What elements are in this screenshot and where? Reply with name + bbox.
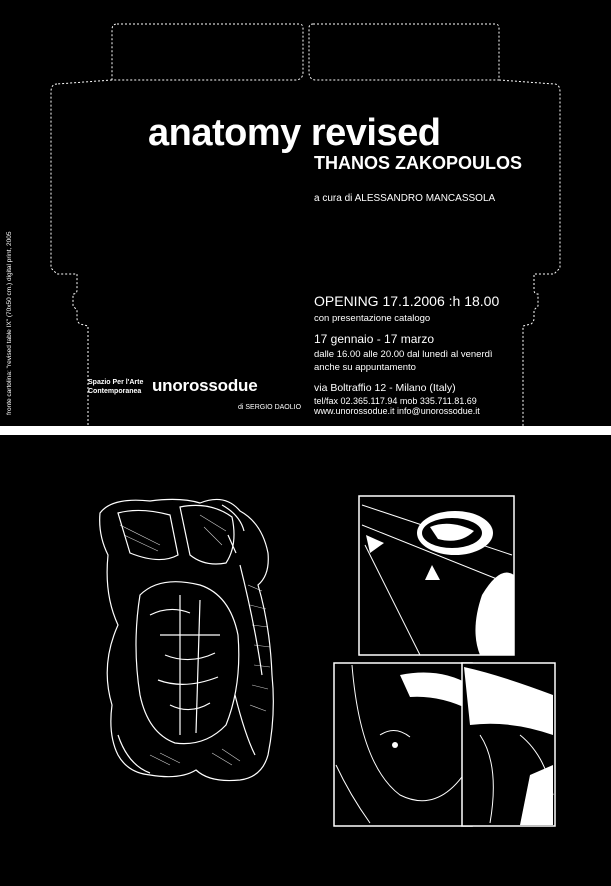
side-caption: fronte cartolina: "revised table IX" (70x50 cm.) digital print, 2005	[6, 231, 13, 415]
venue-address: via Boltraffio 12 - Milano (Italy)	[314, 382, 456, 394]
comic-panel-bottom-left	[334, 663, 472, 826]
comic-panel-bottom-right	[462, 663, 555, 826]
artist-name: THANOS ZAKOPOULOS	[314, 153, 523, 173]
venue-tagline-1: Spazio Per l'Arte	[88, 379, 144, 386]
venue-tagline-2: Contemporanea	[88, 388, 142, 395]
exhibition-dates: 17 gennaio - 17 marzo	[314, 332, 435, 346]
comic-panel-top	[359, 496, 514, 655]
curator-line: a cura di ALESSANDRO MANCASSOLA	[314, 193, 496, 204]
invitation-artwork	[0, 435, 611, 886]
venue-logo: unorossodue	[152, 376, 258, 395]
torso-drawing	[100, 499, 274, 780]
cutout-outline	[0, 0, 611, 426]
opening-line: OPENING 17.1.2006 :h 18.00	[314, 293, 500, 309]
invitation-front	[0, 0, 611, 426]
exhibition-title: anatomy revised	[148, 112, 441, 154]
appointment-note: anche su appuntamento	[314, 362, 416, 373]
venue-phones: tel/fax 02.365.117.94 mob 335.711.81.69	[314, 396, 477, 406]
venue-web: www.unorossodue.it info@unorossodue.it	[314, 406, 480, 416]
artwork-illustrations	[0, 435, 611, 886]
opening-hours: dalle 16.00 alle 20.00 dal lunedì al venerdì	[314, 349, 493, 360]
panel-divider	[0, 426, 611, 435]
opening-note: con presentazione catalogo	[314, 313, 431, 324]
torso-hatching	[120, 515, 270, 765]
venue-director: di SERGIO DAOLIO	[238, 404, 302, 411]
